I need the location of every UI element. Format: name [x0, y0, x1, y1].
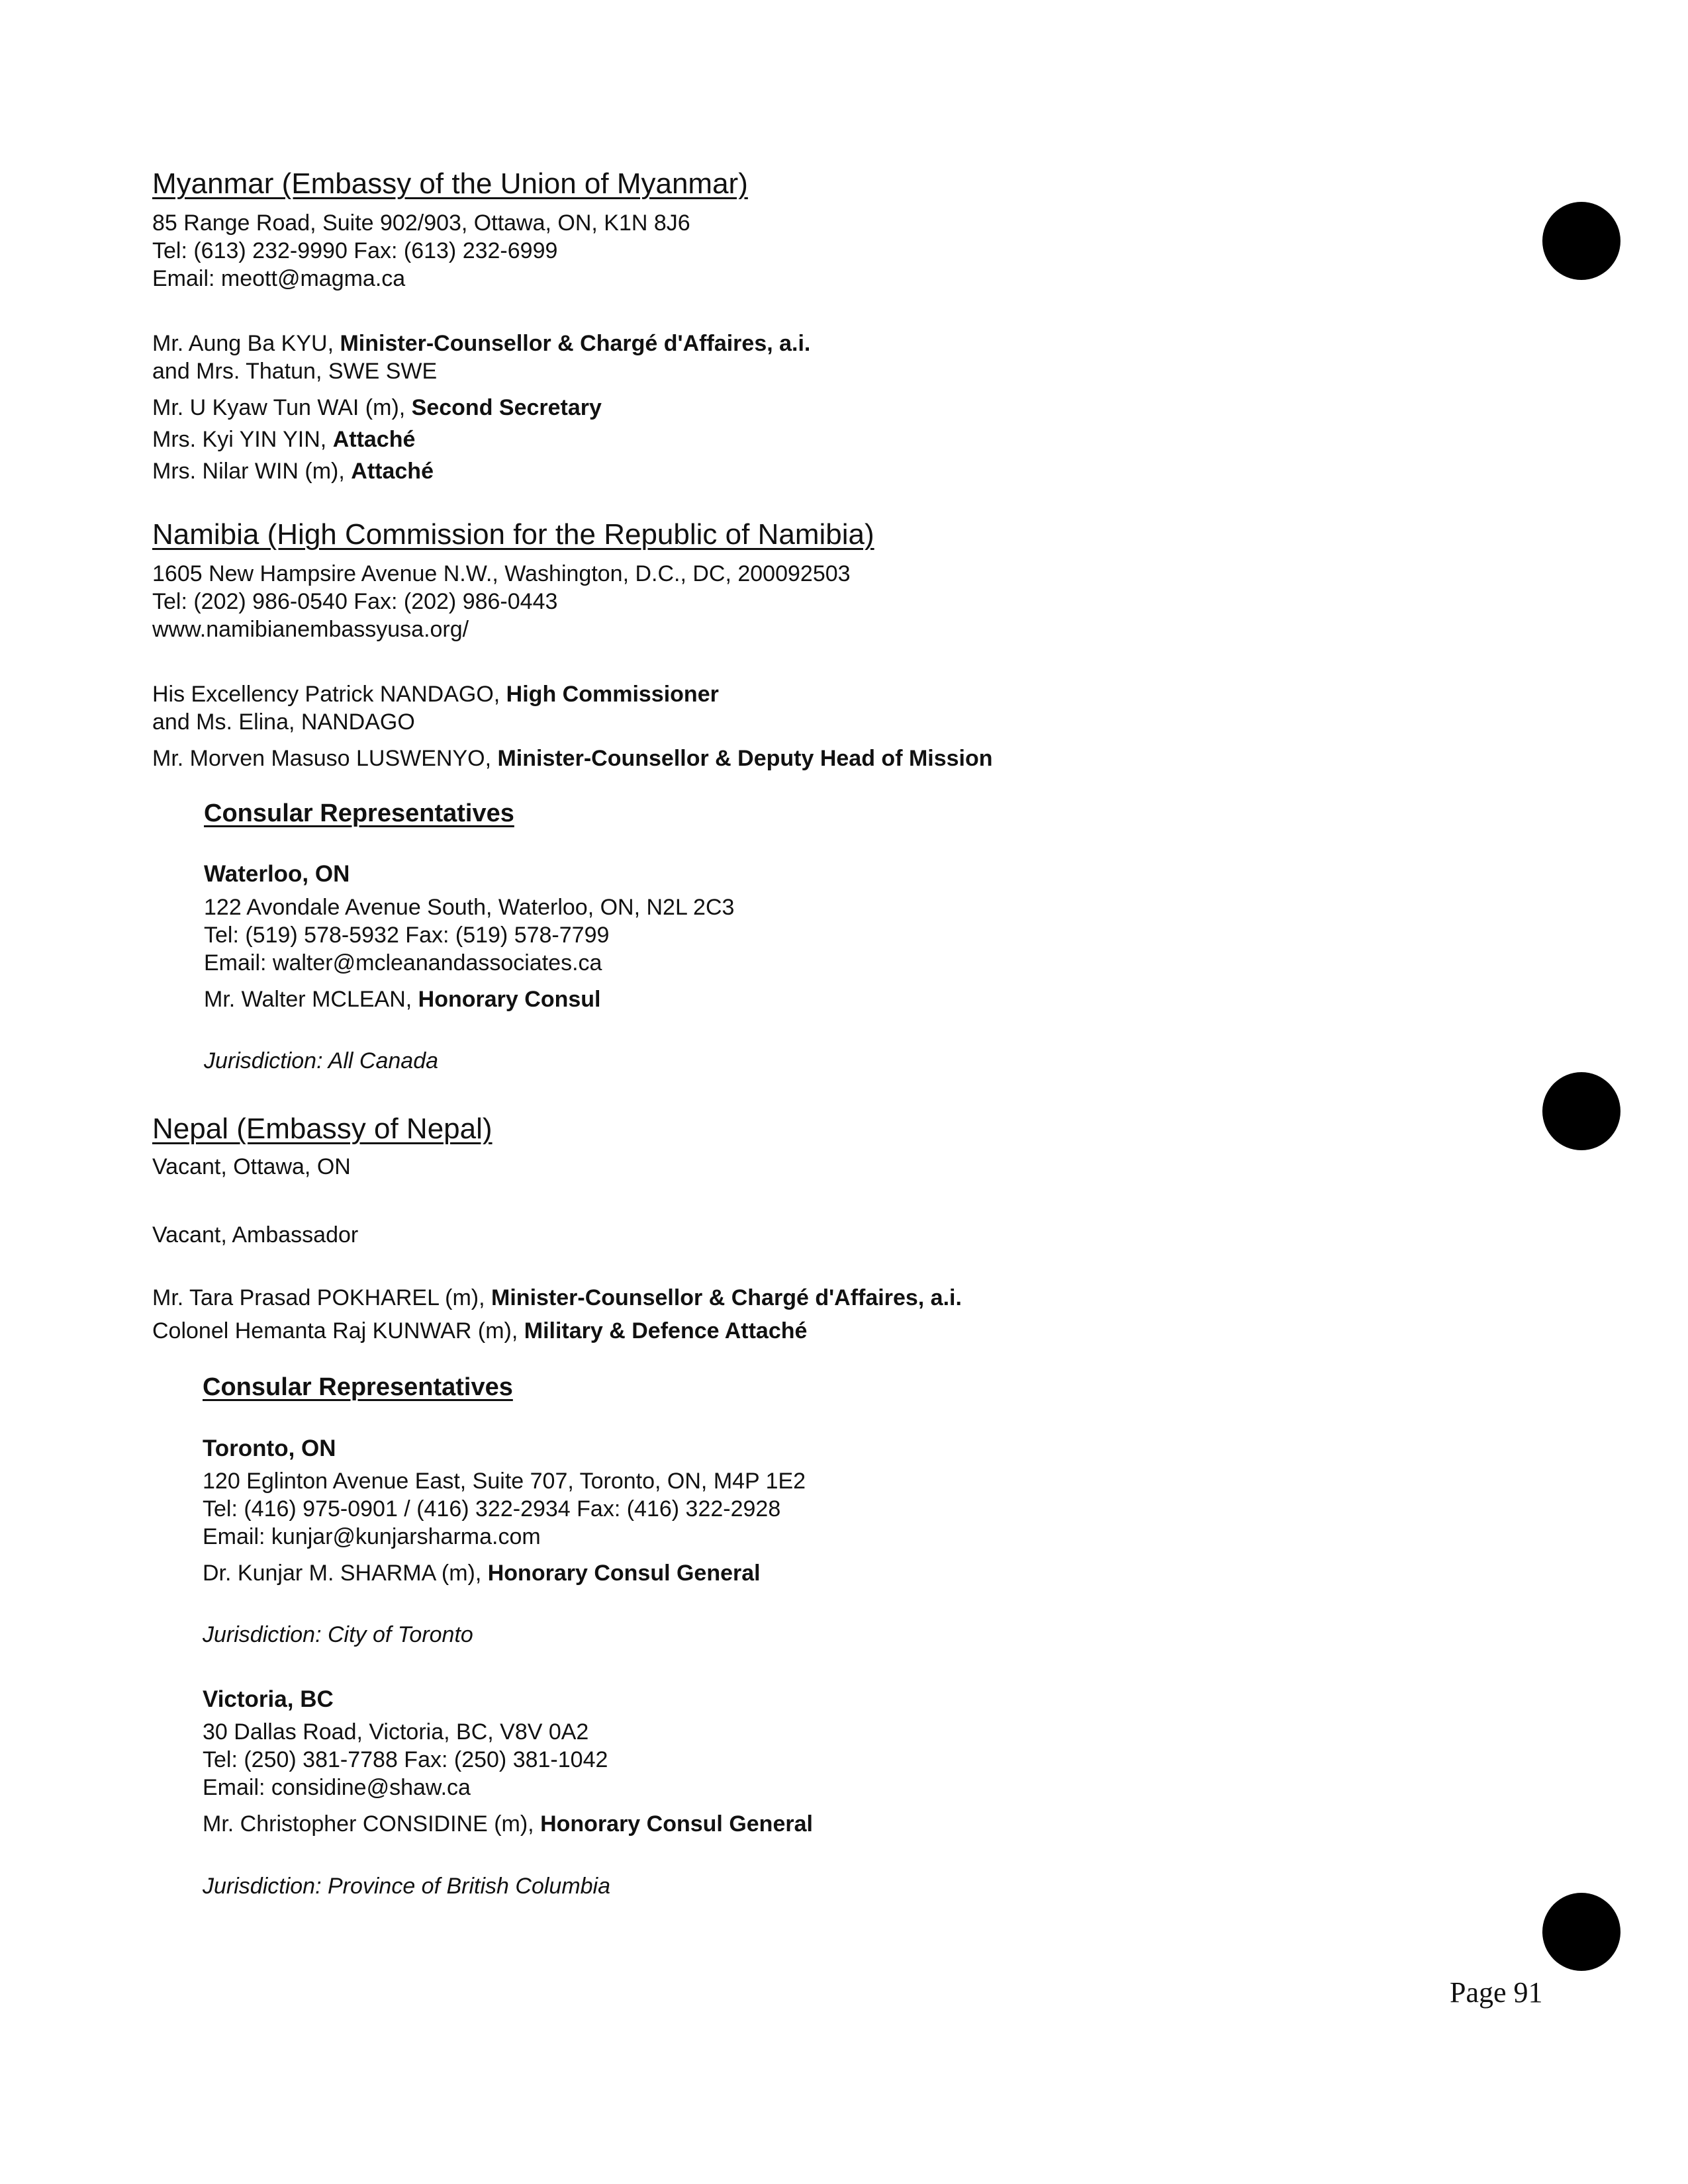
nepal-toronto-city: Toronto, ON	[203, 1435, 336, 1461]
namibia-website: www.namibianembassyusa.org/	[152, 617, 469, 642]
namibia-staff-row	[152, 745, 993, 772]
nepal-victoria-city: Victoria, BC	[203, 1686, 334, 1712]
staff-name: Mrs. Nilar WIN (m),	[152, 459, 352, 484]
namibia-consular-phone: Tel: (519) 578-5932 Fax: (519) 578-7799	[204, 923, 610, 948]
punch-hole-top	[1542, 202, 1620, 280]
myanmar-staff-row	[152, 394, 602, 422]
staff-name: His Excellency Patrick NANDAGO,	[152, 682, 506, 707]
namibia-phone: Tel: (202) 986-0540 Fax: (202) 986-0443	[152, 589, 558, 614]
staff-title: Second Secretary	[411, 395, 602, 420]
punch-hole-bottom	[1542, 1893, 1620, 1971]
staff-title: Minister-Counsellor & Chargé d'Affaires, a.i.	[491, 1285, 962, 1310]
namibia-consular-heading: Consular Representatives	[204, 799, 514, 827]
myanmar-email: Email: meott@magma.ca	[152, 266, 406, 291]
nepal-victoria-email: Email: considine@shaw.ca	[203, 1775, 471, 1800]
nepal-toronto-address: 120 Eglinton Avenue East, Suite 707, Toronto, ON, M4P 1E2	[203, 1469, 806, 1494]
namibia-staff-row	[152, 708, 415, 736]
namibia-consular-person	[204, 985, 600, 1013]
nepal-address: Vacant, Ottawa, ON	[152, 1154, 351, 1179]
consul-title: Honorary Consul	[418, 987, 601, 1012]
nepal-consular-heading: Consular Representatives	[203, 1373, 513, 1401]
nepal-victoria-jurisdiction: Jurisdiction: Province of British Columbia	[203, 1874, 611, 1899]
namibia-consular-jurisdiction: Jurisdiction: All Canada	[204, 1048, 439, 1073]
staff-name: and Mrs. Thatun, SWE SWE	[152, 359, 438, 384]
consul-name: Mr. Christopher CONSIDINE (m),	[203, 1811, 541, 1837]
staff-title: High Commissioner	[506, 682, 719, 707]
staff-title: Minister-Counsellor & Chargé d'Affaires, a.i.	[340, 331, 811, 356]
punch-hole-middle	[1542, 1072, 1620, 1150]
nepal-toronto-phone: Tel: (416) 975-0901 / (416) 322-2934 Fax: (416) 322-2928	[203, 1496, 781, 1522]
nepal-victoria-phone: Tel: (250) 381-7788 Fax: (250) 381-1042	[203, 1747, 608, 1772]
staff-name: Mr. Tara Prasad POKHAREL (m),	[152, 1285, 492, 1310]
namibia-staff-row	[152, 680, 719, 708]
myanmar-staff-row	[152, 357, 437, 385]
staff-name: Mrs. Kyi YIN YIN,	[152, 427, 333, 452]
myanmar-staff-row	[152, 457, 434, 485]
staff-name: Mr. Aung Ba KYU,	[152, 331, 340, 356]
namibia-consular-email: Email: walter@mcleanandassociates.ca	[204, 950, 602, 976]
staff-name: Colonel Hemanta Raj KUNWAR (m),	[152, 1318, 524, 1343]
nepal-toronto-person	[203, 1559, 761, 1587]
staff-title: Minister-Counsellor & Deputy Head of Mission	[497, 746, 993, 771]
consul-name: Dr. Kunjar M. SHARMA (m),	[203, 1561, 488, 1586]
nepal-heading: Nepal (Embassy of Nepal)	[152, 1113, 492, 1145]
staff-name: Mr. Morven Masuso LUSWENYO,	[152, 746, 498, 771]
nepal-staff-row	[152, 1317, 807, 1345]
staff-name: and Ms. Elina, NANDAGO	[152, 709, 415, 735]
nepal-victoria-address: 30 Dallas Road, Victoria, BC, V8V 0A2	[203, 1719, 589, 1745]
nepal-staff-row	[152, 1284, 962, 1312]
myanmar-phone: Tel: (613) 232-9990 Fax: (613) 232-6999	[152, 238, 558, 263]
myanmar-staff-row	[152, 426, 415, 453]
nepal-toronto-email: Email: kunjar@kunjarsharma.com	[203, 1524, 541, 1549]
consul-title: Honorary Consul General	[540, 1811, 813, 1837]
namibia-consular-address: 122 Avondale Avenue South, Waterloo, ON, N2L 2C3	[204, 895, 735, 920]
namibia-address: 1605 New Hampsire Avenue N.W., Washington, D.C., DC, 200092503	[152, 561, 851, 586]
page-number: Page 91	[1450, 1976, 1543, 2009]
staff-title: Attaché	[351, 459, 434, 484]
consul-title: Honorary Consul General	[487, 1561, 761, 1586]
namibia-consular-city: Waterloo, ON	[204, 861, 350, 887]
nepal-victoria-person	[203, 1810, 813, 1838]
consul-name: Mr. Walter MCLEAN,	[204, 987, 418, 1012]
namibia-heading: Namibia (High Commission for the Republic of Namibia)	[152, 518, 874, 551]
nepal-vacant-ambassador: Vacant, Ambassador	[152, 1222, 359, 1248]
myanmar-address: 85 Range Road, Suite 902/903, Ottawa, ON, K1N 8J6	[152, 210, 690, 236]
nepal-toronto-jurisdiction: Jurisdiction: City of Toronto	[203, 1622, 473, 1647]
staff-name: Mr. U Kyaw Tun WAI (m),	[152, 395, 412, 420]
staff-title: Attaché	[332, 427, 416, 452]
myanmar-staff-row	[152, 330, 810, 357]
staff-title: Military & Defence Attaché	[524, 1318, 808, 1343]
myanmar-heading: Myanmar (Embassy of the Union of Myanmar)	[152, 167, 748, 200]
